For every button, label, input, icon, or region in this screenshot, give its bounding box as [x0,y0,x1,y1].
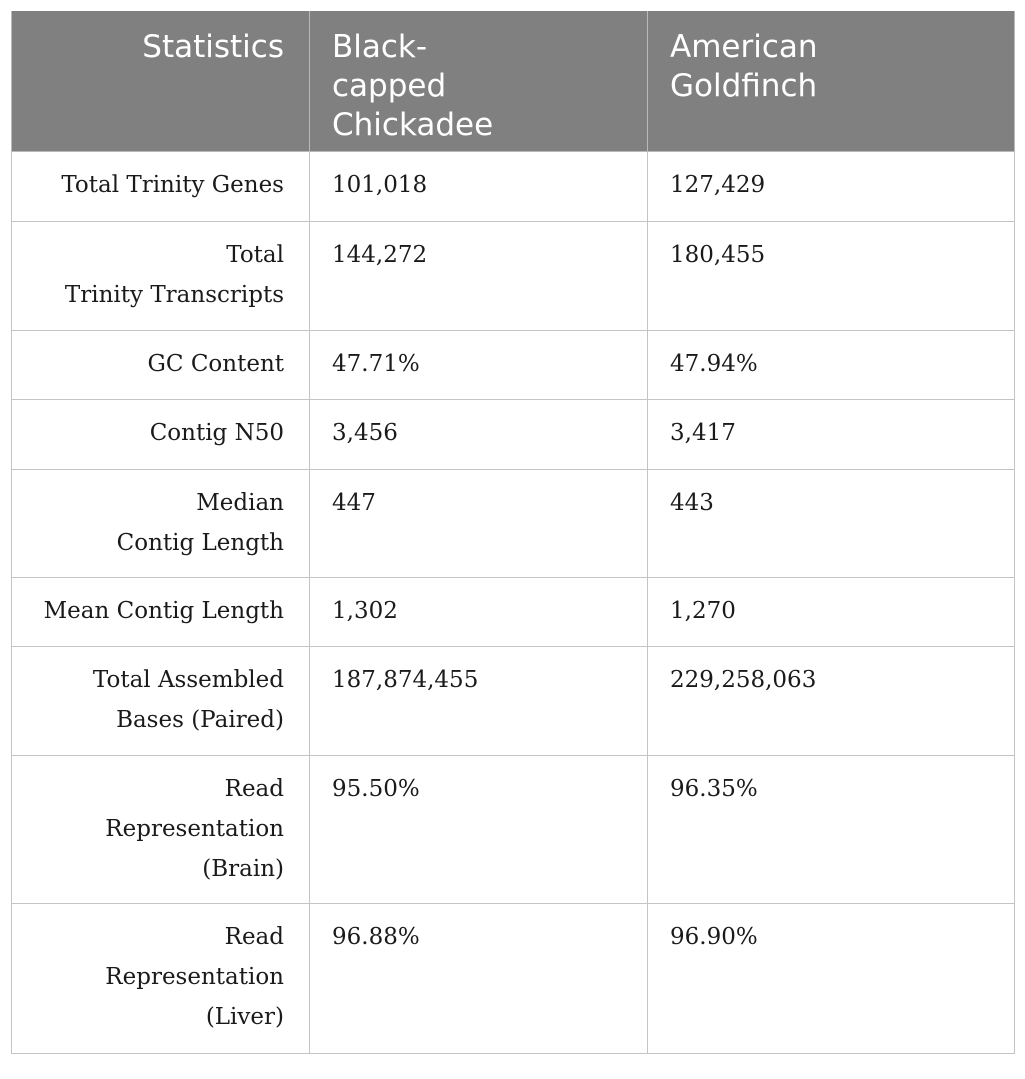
table-body [12,151,1015,1053]
table-row [12,469,1015,577]
row-label: Total Trinity Genes [12,151,310,221]
table-row [12,399,1015,469]
chickadee-value: 3,456 [310,399,648,469]
table-row [12,577,1015,646]
header-american-goldfinch: American Goldfinch [648,11,1015,151]
goldfinch-value: 3,417 [648,399,1015,469]
row-label: Read Representation (Liver) [12,903,310,1053]
table-header [12,11,1015,151]
goldfinch-value: 96.90% [648,903,1015,1053]
goldfinch-value: 127,429 [648,151,1015,221]
chickadee-value: 1,302 [310,577,648,646]
chickadee-value: 47.71% [310,330,648,399]
table-row [12,330,1015,399]
chickadee-value: 187,874,455 [310,646,648,755]
row-label: Contig N50 [12,399,310,469]
table-row [12,151,1015,221]
header-row [12,11,1015,151]
goldfinch-value: 47.94% [648,330,1015,399]
chickadee-value: 144,272 [310,221,648,330]
chickadee-value: 447 [310,469,648,577]
row-label: Total Trinity Transcripts [12,221,310,330]
table-row [12,755,1015,903]
goldfinch-value: 229,258,063 [648,646,1015,755]
row-label: Median Contig Length [12,469,310,577]
row-label: Mean Contig Length [12,577,310,646]
header-black-capped-chickadee: Black- capped Chickadee [310,11,648,151]
chickadee-value: 96.88% [310,903,648,1053]
goldfinch-value: 180,455 [648,221,1015,330]
table-row [12,646,1015,755]
assembly-statistics-table [11,11,1015,1054]
row-label: Total Assembled Bases (Paired) [12,646,310,755]
chickadee-value: 95.50% [310,755,648,903]
header-statistics: Statistics [12,11,310,151]
goldfinch-value: 443 [648,469,1015,577]
chickadee-value: 101,018 [310,151,648,221]
goldfinch-value: 96.35% [648,755,1015,903]
table-row [12,221,1015,330]
row-label: Read Representation (Brain) [12,755,310,903]
row-label: GC Content [12,330,310,399]
table-row [12,903,1015,1053]
goldfinch-value: 1,270 [648,577,1015,646]
